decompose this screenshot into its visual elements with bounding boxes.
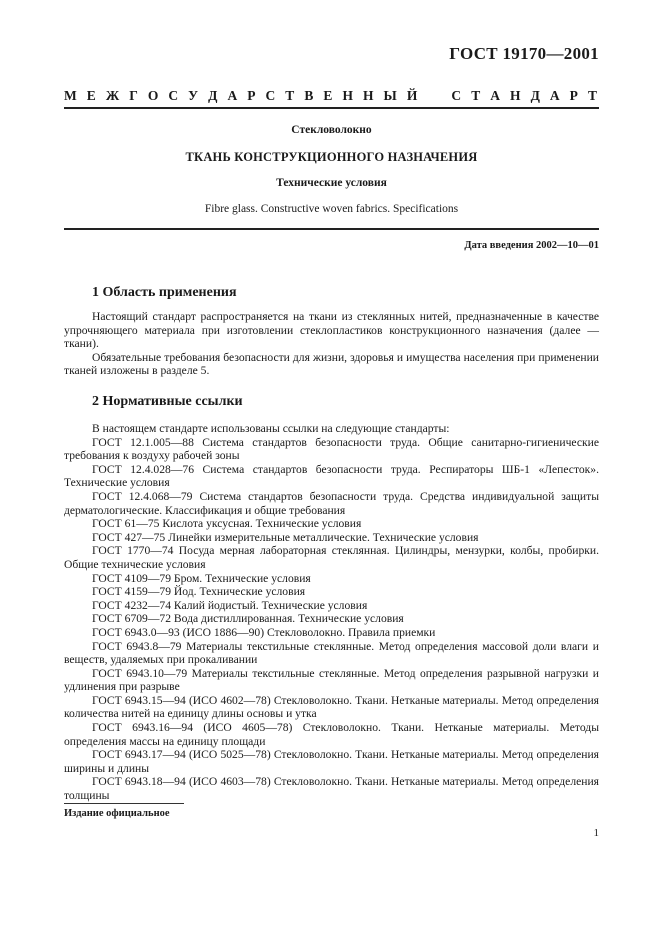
reference-item: ГОСТ 1770—74 Посуда мерная лабораторная стеклянная. Цилиндры, мензурки, колбы, пробирки. Общие технические условия xyxy=(64,544,599,571)
banner-gap xyxy=(427,88,441,104)
reference-item: ГОСТ 6943.16—94 (ИСО 4605—78) Стекловолокно. Ткани. Нетканые материалы. Методы определения массы на единицу площади xyxy=(64,721,599,748)
banner-letter: О xyxy=(147,88,159,103)
banner-letter: Т xyxy=(471,88,481,103)
banner-letter: Р xyxy=(569,88,578,103)
document-title: ТКАНЬ КОНСТРУКЦИОННОГО НАЗНАЧЕНИЯ xyxy=(185,150,478,164)
banner-letter: Ы xyxy=(383,88,397,103)
reference-item: ГОСТ 6943.15—94 (ИСО 4602—78) Стекловолокно. Ткани. Нетканые материалы. Метод определения количества нитей на единицу длины основы и утка xyxy=(64,693,599,721)
reference-item: ГОСТ 61—75 Кислота уксусная. Технические условия xyxy=(92,517,362,531)
introduction-date: Дата введения 2002—10—01 xyxy=(464,240,599,251)
document-subtitle: Технические условия xyxy=(276,177,387,189)
banner-letter: Е xyxy=(323,88,333,103)
banner-letter: А xyxy=(490,88,500,103)
official-edition-label: Издание официальное xyxy=(64,808,170,819)
reference-item: ГОСТ 12.4.068—79 Система стандартов безопасности труда. Средства индивидуальной защиты дерматологические. Классификация и общие требования xyxy=(64,489,599,517)
section-1-heading: 1 Область применения xyxy=(92,285,237,300)
banner-letter: А xyxy=(227,88,238,103)
banner-letter: В xyxy=(304,88,314,103)
reference-item: ГОСТ 12.1.005—88 Система стандартов безопасности труда. Общие санитарно-гигиенические требования к воздуху рабочей зоны xyxy=(64,435,599,463)
banner-letter: Т xyxy=(285,88,295,103)
reference-item: ГОСТ 4159—79 Йод. Технические условия xyxy=(92,585,306,599)
reference-item: ГОСТ 4109—79 Бром. Технические условия xyxy=(92,571,311,585)
top-rule xyxy=(64,107,599,109)
banner-letter: Р xyxy=(247,88,256,103)
paragraph: В настоящем стандарте использованы ссылки на следующие стандарты: xyxy=(92,422,450,435)
banner-letter: Ж xyxy=(105,88,120,103)
reference-item: ГОСТ 6943.10—79 Материалы текстильные стеклянные. Метод определения разрывной нагрузки и удлинения при разрыве xyxy=(64,666,599,694)
page-number: 1 xyxy=(593,827,599,839)
reference-item: ГОСТ 6943.8—79 Материалы текстильные стеклянные. Метод определения массовой доли влаги и веществ, удаляемых при прокаливании xyxy=(64,639,599,667)
banner-letter: Н xyxy=(362,88,374,103)
english-title: Fibre glass. Constructive woven fabrics. Specifications xyxy=(204,203,459,215)
footer-rule xyxy=(64,803,184,804)
reference-item: ГОСТ 12.4.028—76 Система стандартов безопасности труда. Респираторы ШБ-1 «Лепесток». Технические условия xyxy=(64,462,599,490)
banner-letter: С xyxy=(265,88,276,103)
paragraph: Обязательные требования безопасности для жизни, здоровья и имущества населения при применении тканей изложены в разделе 5. xyxy=(64,350,599,378)
banner-letter: Т xyxy=(587,88,597,103)
section-1-body xyxy=(64,310,599,378)
title-rule xyxy=(64,228,599,230)
section-2-body xyxy=(64,422,599,803)
banner-letter: С xyxy=(168,88,179,103)
reference-item: ГОСТ 6943.18—94 (ИСО 4603—78) Стекловолокно. Ткани. Нетканые материалы. Метод определения толщины xyxy=(64,775,599,803)
banner-letter: Й xyxy=(406,88,418,103)
standard-number: ГОСТ 19170—2001 xyxy=(449,44,599,63)
reference-item: ГОСТ 6943.0—93 (ИСО 1886—90) Стекловолокно. Правила приемки xyxy=(92,625,436,639)
banner-letter: Н xyxy=(342,88,353,103)
banner-letter: Д xyxy=(208,88,218,103)
banner-letter: А xyxy=(549,88,560,103)
reference-item: ГОСТ 6943.17—94 (ИСО 5025—78) Стекловолокно. Ткани. Нетканые материалы. Метод определения ширины и длины xyxy=(64,748,599,775)
banner-letter: Н xyxy=(510,88,521,103)
banner-letter: Г xyxy=(129,88,138,103)
paragraph: Настоящий стандарт распространяется на ткани из стеклянных нитей, предназначенные в качестве упрочняющего материала при изготовлении стеклопластиков конструкционного назначения (далее — ткани). xyxy=(64,310,599,351)
product-group: Стекловолокно xyxy=(291,124,372,136)
banner-letter: Е xyxy=(86,88,96,103)
section-2-heading: 2 Нормативные ссылки xyxy=(92,394,243,409)
banner-letter: Д xyxy=(530,88,540,103)
reference-item: ГОСТ 4232—74 Калий йодистый. Технические условия xyxy=(92,598,368,612)
banner-letter: М xyxy=(64,88,77,103)
reference-item: ГОСТ 427—75 Линейки измерительные металлические. Технические условия xyxy=(92,530,479,544)
interstate-standard-banner xyxy=(64,88,597,104)
banner-letter: У xyxy=(188,88,199,103)
reference-item: ГОСТ 6709—72 Вода дистиллированная. Технические условия xyxy=(92,612,404,626)
banner-letter: С xyxy=(451,88,462,103)
